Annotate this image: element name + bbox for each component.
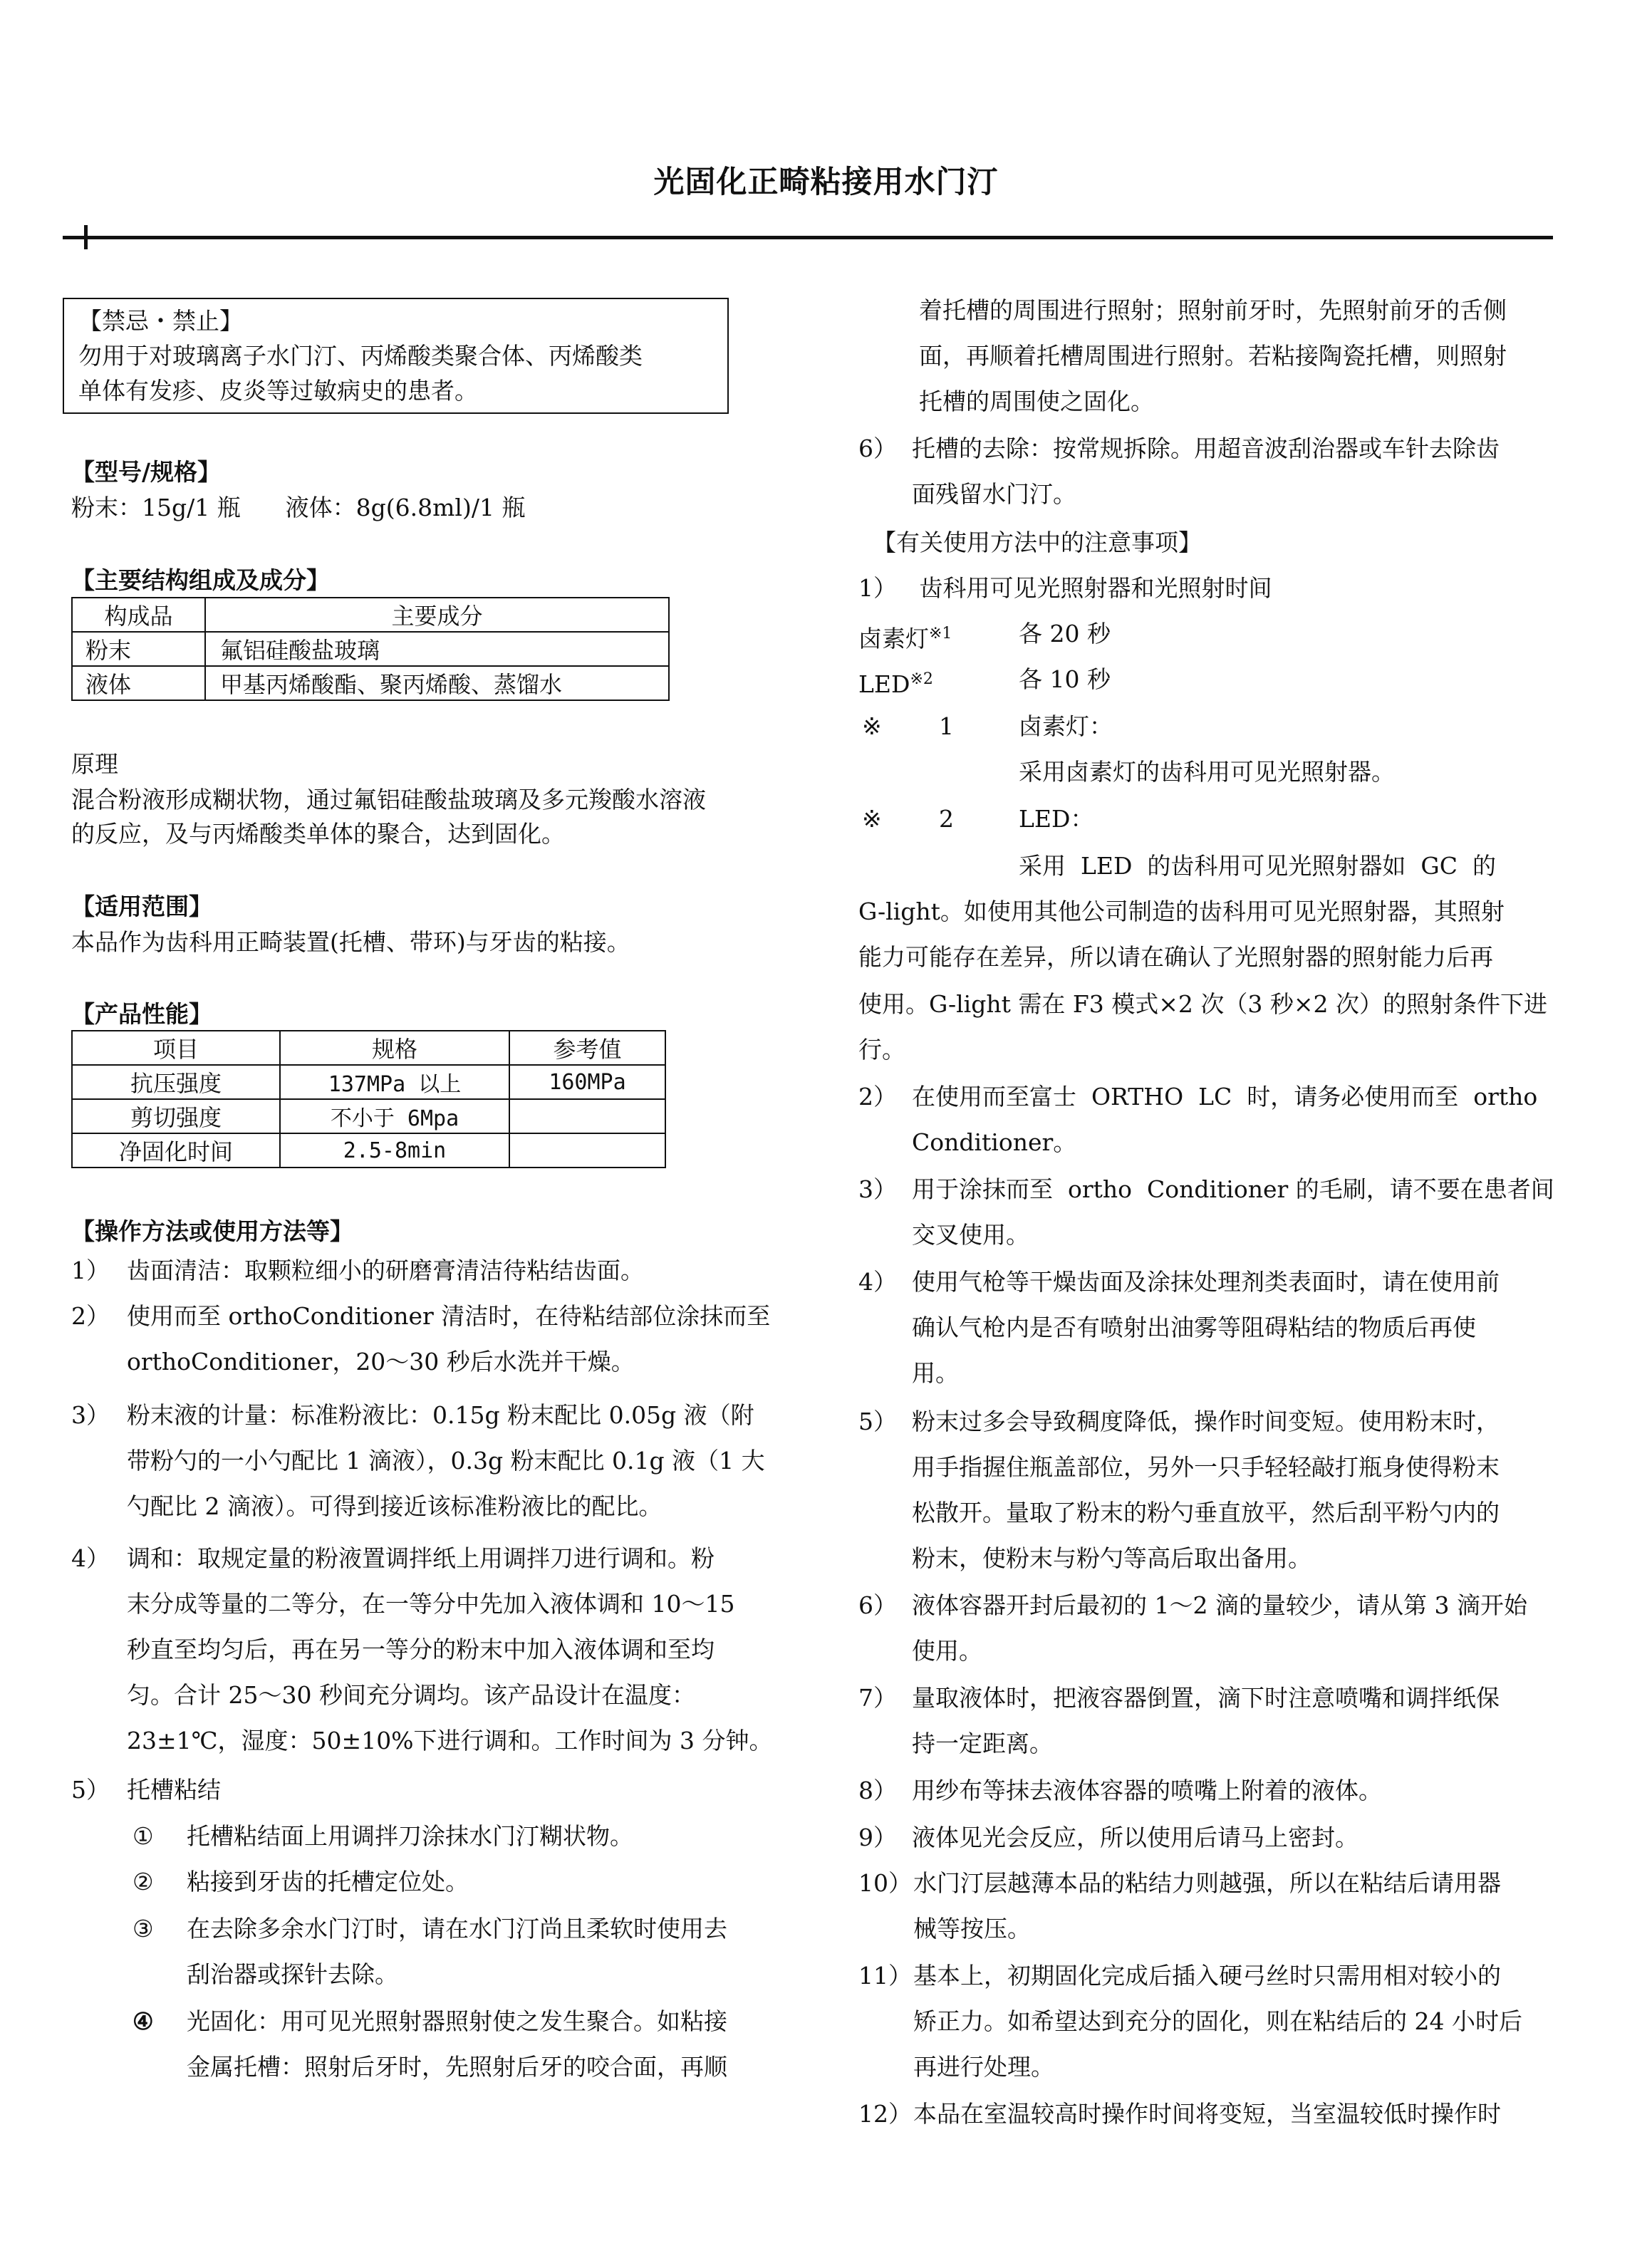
list-item-line: 持一定距离。 bbox=[912, 1730, 1053, 1757]
sub-list-number: ① bbox=[133, 1822, 154, 1850]
list-number: 10） bbox=[858, 1869, 912, 1897]
contraindication-box bbox=[63, 298, 729, 414]
performance-header-cell: 项目 bbox=[72, 1031, 280, 1065]
footnote-text: 能力可能存在差异，所以请在确认了光照射器的照射能力后再 bbox=[858, 943, 1493, 971]
composition-table bbox=[71, 597, 670, 701]
list-item-line: Conditioner。 bbox=[912, 1128, 1077, 1156]
sub-list-line: 刮治器或探针去除。 bbox=[187, 1960, 398, 1988]
list-item-line: 确认气枪内是否有喷射出油雾等阻碍粘结的物质后再使 bbox=[912, 1314, 1476, 1341]
list-item-line: 使用。 bbox=[912, 1637, 982, 1665]
footnote-mark: ※ bbox=[862, 805, 882, 833]
sub-list-number: ③ bbox=[133, 1915, 154, 1943]
list-number: 3） bbox=[858, 1175, 897, 1203]
continued-line: 面，再顺着托槽周围进行照射。若粘接陶瓷托槽，则照射 bbox=[919, 342, 1507, 370]
list-number: 8） bbox=[858, 1777, 897, 1804]
led-value: 各 10 秒 bbox=[1019, 665, 1111, 693]
contraindication-heading: 【禁忌・禁止】 bbox=[78, 307, 243, 335]
list-item-line: 末分成等量的二等分，在一等分中先加入液体调和 10～15 bbox=[127, 1590, 735, 1618]
footnote-text: 采用卤素灯的齿科用可见光照射器。 bbox=[1019, 758, 1395, 786]
list-item-line: 匀。合计 25～30 秒间充分调均。该产品设计在温度： bbox=[127, 1681, 695, 1709]
continued-line: 托槽的周围使之固化。 bbox=[919, 388, 1154, 415]
principle-line: 的反应，及与丙烯酸类单体的聚合，达到固化。 bbox=[71, 820, 565, 848]
performance-cell bbox=[509, 1099, 665, 1133]
performance-header-cell: 参考值 bbox=[509, 1031, 665, 1065]
list-number: 2） bbox=[858, 1083, 897, 1111]
led-footnote-mark: ※2 bbox=[910, 670, 933, 688]
footnote-text: 采用 LED 的齿科用可见光照射器如 GC 的 bbox=[1019, 852, 1496, 880]
list-number: 1） bbox=[71, 1257, 110, 1284]
footnote-label: 卤素灯： bbox=[1019, 712, 1113, 740]
halogen-value: 各 20 秒 bbox=[1019, 620, 1111, 648]
performance-table bbox=[71, 1030, 666, 1168]
list-item-line: 带粉勺的一小勺配比 1 滴液），0.3g 粉末配比 0.1g 液（1 大 bbox=[127, 1447, 765, 1475]
operation-heading: 【操作方法或使用方法等】 bbox=[71, 1217, 353, 1245]
footnote-label: LED： bbox=[1019, 805, 1094, 833]
list-number: 4） bbox=[858, 1268, 897, 1296]
sub-list-line: 在去除多余水门汀时，请在水门汀尚且柔软时使用去 bbox=[187, 1915, 727, 1943]
list-number: 9） bbox=[858, 1824, 897, 1851]
sub-list-line: 托槽粘结面上用调拌刀涂抹水门汀糊状物。 bbox=[187, 1822, 633, 1850]
principle-label: 原理 bbox=[71, 750, 118, 778]
list-number: 6） bbox=[858, 1591, 897, 1619]
list-number: 3） bbox=[71, 1401, 110, 1429]
list-item-line: 粉末过多会导致稠度降低，操作时间变短。使用粉末时， bbox=[912, 1408, 1500, 1435]
list-number: 4） bbox=[71, 1544, 110, 1572]
list-item-line: 23±1℃，湿度：50±10%下进行调和。工作时间为 3 分钟。 bbox=[127, 1727, 773, 1754]
list-item-line: 松散开。量取了粉末的粉勺垂直放平，然后刮平粉勺内的 bbox=[912, 1499, 1500, 1527]
sub-list-line: 金属托槽：照射后牙时，先照射后牙的咬合面，再顺 bbox=[187, 2053, 727, 2081]
footnote-number: 2 bbox=[939, 805, 954, 833]
led-row bbox=[858, 657, 933, 707]
composition-heading: 【主要结构组成及成分】 bbox=[71, 566, 330, 594]
notes-heading: 【有关使用方法中的注意事项】 bbox=[873, 529, 1202, 556]
model-text: 粉末：15g/1 瓶 液体：8g(6.8ml)/1 瓶 bbox=[71, 494, 526, 521]
list-number: 5） bbox=[858, 1408, 897, 1435]
contraindication-line: 勿用于对玻璃离子水门汀、丙烯酸类聚合体、丙烯酸类 bbox=[78, 342, 643, 370]
performance-heading: 【产品性能】 bbox=[71, 1000, 212, 1028]
sub-list-number: ② bbox=[133, 1868, 154, 1896]
list-item-line: 托槽的去除：按常规拆除。用超音波刮治器或车针去除齿 bbox=[912, 435, 1500, 462]
list-item-line: 用。 bbox=[912, 1359, 959, 1387]
list-item-line: orthoConditioner，20～30 秒后水洗并干燥。 bbox=[127, 1348, 635, 1376]
list-number: 12） bbox=[858, 2100, 912, 2128]
sub-list-line: 光固化：用可见光照射器照射使之发生聚合。如粘接 bbox=[187, 2007, 727, 2035]
scope-text: 本品作为齿科用正畸装置(托槽、带环)与牙齿的粘接。 bbox=[71, 928, 630, 956]
list-number: 7） bbox=[858, 1684, 897, 1712]
list-number: 2） bbox=[71, 1302, 110, 1330]
scope-heading: 【适用范围】 bbox=[71, 893, 212, 920]
composition-cell: 液体 bbox=[72, 666, 205, 700]
list-item-line: 勺配比 2 滴液）。可得到接近该标准粉液比的配比。 bbox=[127, 1492, 663, 1520]
performance-cell: 抗压强度 bbox=[72, 1065, 280, 1099]
list-item-line: 水门汀层越薄本品的粘结力则越强，所以在粘结后请用器 bbox=[913, 1869, 1501, 1897]
list-item-line: 使用气枪等干燥齿面及涂抹处理剂类表面时，请在使用前 bbox=[912, 1268, 1500, 1296]
model-heading: 【型号/规格】 bbox=[71, 458, 222, 486]
list-item-line: 托槽粘结 bbox=[127, 1776, 221, 1804]
performance-cell bbox=[509, 1133, 665, 1168]
list-item-line: 粉末，使粉末与粉勺等高后取出备用。 bbox=[912, 1544, 1311, 1572]
performance-cell: 160MPa bbox=[509, 1065, 665, 1099]
continued-line: 着托槽的周围进行照射；照射前牙时，先照射前牙的舌侧 bbox=[919, 296, 1507, 324]
performance-cell: 137MPa 以上 bbox=[280, 1065, 509, 1099]
halogen-footnote-mark: ※1 bbox=[929, 625, 952, 643]
note-1: 1） 齿科用可见光照射器和光照射时间 bbox=[858, 574, 1272, 602]
halogen-row bbox=[858, 611, 952, 662]
list-item-line: 液体容器开封后最初的 1～2 滴的量较少，请从第 3 滴开始 bbox=[912, 1591, 1527, 1619]
performance-cell: 剪切强度 bbox=[72, 1099, 280, 1133]
contraindication-line: 单体有发疹、皮炎等过敏病史的患者。 bbox=[78, 377, 478, 405]
led-label: LED bbox=[858, 670, 910, 698]
list-item-line: 本品在室温较高时操作时间将变短，当室温较低时操作时 bbox=[913, 2100, 1501, 2128]
list-number: 5） bbox=[71, 1776, 110, 1804]
performance-cell: 不小于 6Mpa bbox=[280, 1099, 509, 1133]
list-item-line: 用纱布等抹去液体容器的喷嘴上附着的液体。 bbox=[912, 1777, 1382, 1804]
principle-line: 混合粉液形成糊状物，通过氟铝硅酸盐玻璃及多元羧酸水溶液 bbox=[71, 786, 706, 813]
list-item-line: 齿面清洁：取颗粒细小的研磨膏清洁待粘结齿面。 bbox=[127, 1257, 644, 1284]
list-item-line: 用手指握住瓶盖部位，另外一只手轻轻敲打瓶身使得粉末 bbox=[912, 1453, 1500, 1481]
list-item-line: 调和：取规定量的粉液置调拌纸上用调拌刀进行调和。粉 bbox=[127, 1544, 715, 1572]
composition-cell: 氟铝硅酸盐玻璃 bbox=[205, 632, 669, 666]
footnote-number: 1 bbox=[939, 712, 954, 740]
list-item-line: 液体见光会反应，所以使用后请马上密封。 bbox=[912, 1824, 1359, 1851]
sub-list-number: ④ bbox=[133, 2007, 154, 2035]
list-number: 6） bbox=[858, 435, 897, 462]
list-item-line: 粉末液的计量：标准粉液比：0.15g 粉末配比 0.05g 液（附 bbox=[127, 1401, 754, 1429]
halogen-label: 卤素灯 bbox=[858, 625, 929, 652]
footnote-mark: ※ bbox=[862, 712, 882, 740]
composition-cell: 粉末 bbox=[72, 632, 205, 666]
document-title: 光固化正畸粘接用水门汀 bbox=[653, 165, 999, 200]
composition-cell: 甲基丙烯酸酯、聚丙烯酸、蒸馏水 bbox=[205, 666, 669, 700]
list-item-line: 基本上，初期固化完成后插入硬弓丝时只需用相对较小的 bbox=[913, 1962, 1501, 1990]
list-item-line: 用于涂抹而至 ortho Conditioner 的毛刷，请不要在患者间 bbox=[912, 1175, 1554, 1203]
performance-header-cell: 规格 bbox=[280, 1031, 509, 1065]
list-item-line: 量取液体时，把液容器倒置，滴下时注意喷嘴和调拌纸保 bbox=[912, 1684, 1500, 1712]
footnote-text: 使用。G-light 需在 F3 模式×2 次（3 秒×2 次）的照射条件下进 bbox=[858, 990, 1547, 1018]
footnote-text: G-light。如使用其他公司制造的齿科用可见光照射器，其照射 bbox=[858, 898, 1505, 925]
sub-list-line: 粘接到牙齿的托槽定位处。 bbox=[187, 1868, 469, 1896]
list-item-line: 械等按压。 bbox=[913, 1915, 1031, 1943]
list-number: 11） bbox=[858, 1962, 912, 1990]
title-rule-tick bbox=[84, 225, 88, 249]
list-item-line: 面残留水门汀。 bbox=[912, 480, 1076, 508]
list-item-line: 使用而至 orthoConditioner 清洁时，在待粘结部位涂抹而至 bbox=[127, 1302, 771, 1330]
list-item-line: 秒直至均匀后，再在另一等分的粉末中加入液体调和至均 bbox=[127, 1636, 715, 1663]
composition-header-cell: 构成品 bbox=[72, 598, 205, 632]
performance-cell: 2.5-8min bbox=[280, 1133, 509, 1168]
list-item-line: 矫正力。如希望达到充分的固化，则在粘结后的 24 小时后 bbox=[913, 2007, 1522, 2035]
list-item-line: 再进行处理。 bbox=[913, 2053, 1054, 2081]
list-item-line: 交叉使用。 bbox=[912, 1221, 1029, 1249]
performance-cell: 净固化时间 bbox=[72, 1133, 280, 1168]
title-rule bbox=[63, 236, 1553, 239]
composition-header-cell: 主要成分 bbox=[205, 598, 669, 632]
footnote-text: 行。 bbox=[858, 1036, 905, 1064]
list-item-line: 在使用而至富士 ORTHO LC 时，请务必使用而至 ortho bbox=[912, 1083, 1538, 1111]
